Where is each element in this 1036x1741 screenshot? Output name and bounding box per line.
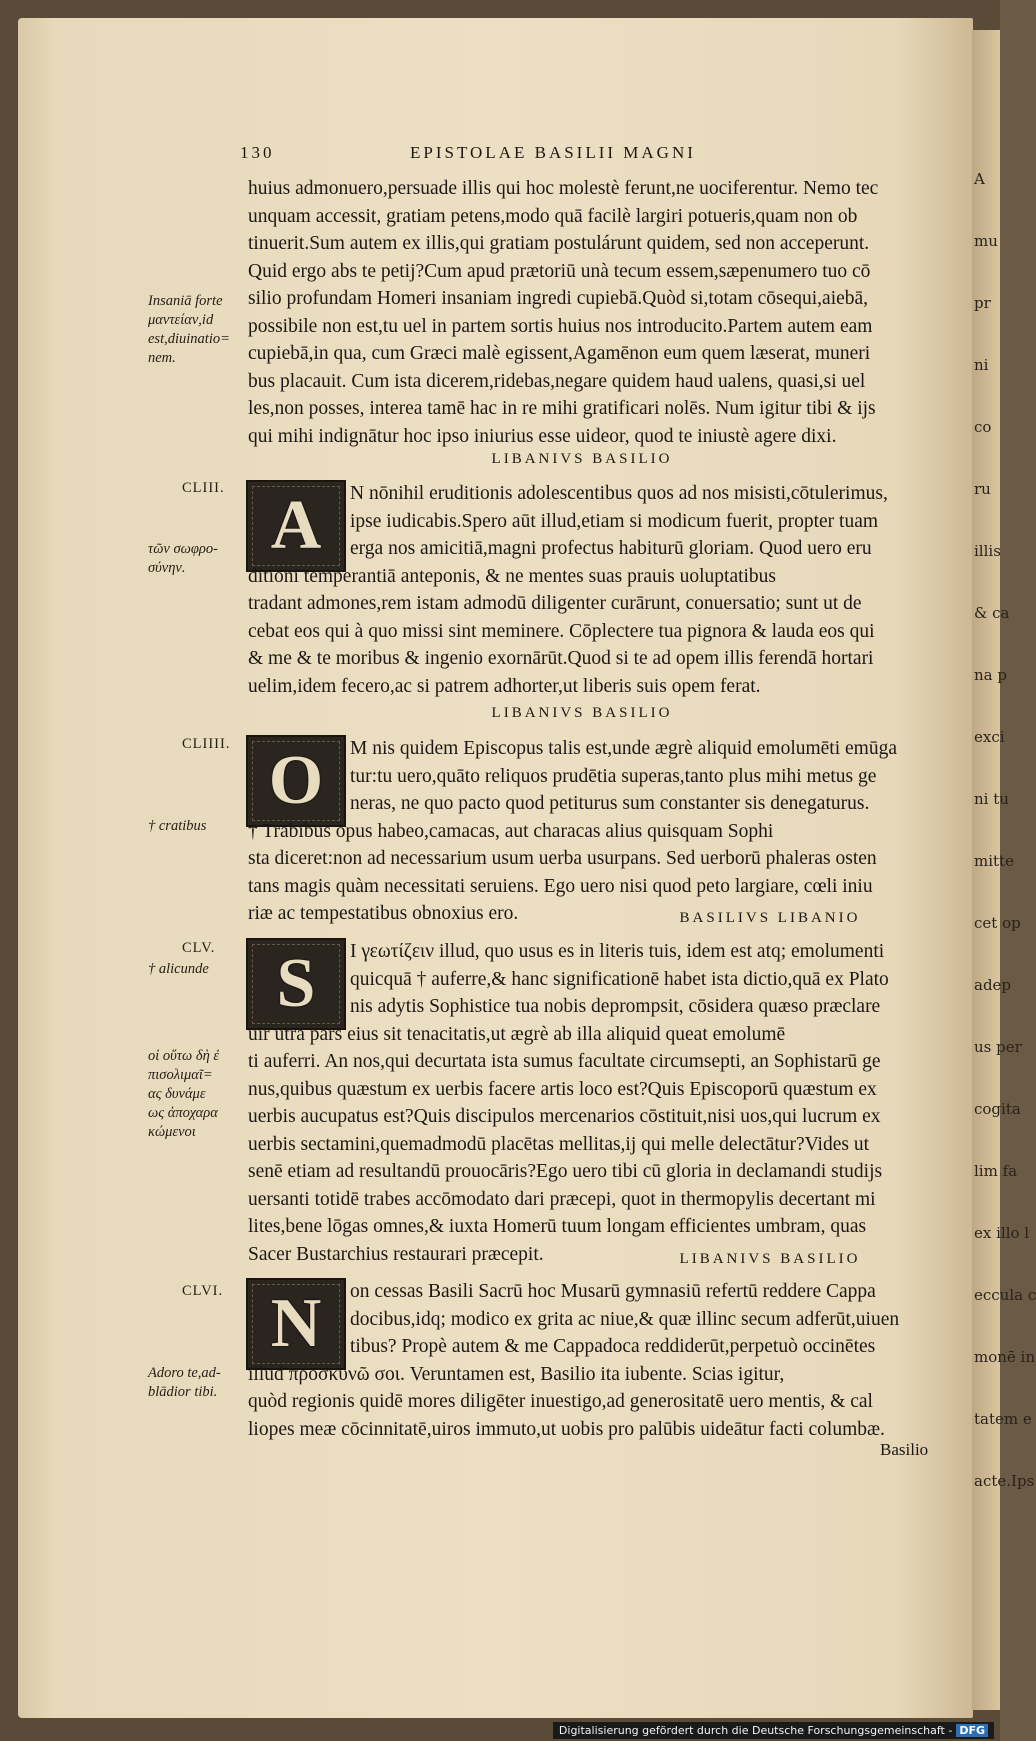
- adjacent-page-fragment: eccula c: [974, 1286, 1036, 1304]
- adjacent-page-edge: [972, 30, 1036, 1710]
- text-line: neras, ne quo pacto quod petiturus sum constanter sis denegaturus.: [350, 793, 870, 814]
- text-line: bus placauit. Cum ista dicerem,ridebas,negare quidem haud ualens, quasi,si uel: [248, 370, 866, 392]
- marginal-note-line: nem.: [148, 350, 176, 366]
- letter-body: [248, 480, 916, 700]
- marginal-note-line: ως ἀποχαρα: [148, 1105, 218, 1121]
- text-line: uelim,idem fecero,ac si patrem adhorter,ut liberis suis opem ferat.: [248, 675, 761, 697]
- adjacent-page-fragment: ex illo l: [974, 1224, 1030, 1242]
- running-title: EPISTOLAE BASILII MAGNI: [410, 143, 696, 162]
- text-line: Quid ergo abs te petij?Cum apud prætoriū unà tecum essem,sæpenumero tuo cō: [248, 260, 871, 282]
- running-header: [240, 143, 900, 167]
- decorated-initial: N: [246, 1278, 346, 1370]
- marginal-note-line: πισολιμαῖ=: [148, 1067, 213, 1083]
- letter-body: [248, 938, 916, 1268]
- text-line: tradant admones,rem istam admodū diligenter curārunt, conuersatio; sunt ut de: [248, 593, 862, 614]
- text-line: tur:tu uero,quāto reliquos prudētia superas,tanto plus mihi metus ge: [350, 765, 877, 787]
- marginal-note: [148, 1047, 219, 1142]
- marginal-note-line: ας δυνάμε: [148, 1086, 206, 1102]
- marginal-note: [148, 817, 206, 836]
- marginal-note-line: † alicunde: [148, 961, 209, 977]
- text-line: uir utra pars eius sit tenacitatis,ut ægrè ab illa aliquid queat emolumē: [248, 1023, 786, 1045]
- text-line: I γεωτίζειν illud, quo usus es in literis tuis, idem est atq; emolumenti: [350, 941, 885, 962]
- text-line: ditioni temperantiā anteponis, & ne mentes suas prauis uoluptatibus: [248, 565, 777, 587]
- dfg-logo: DFG: [956, 1724, 988, 1737]
- text-line: on cessas Basili Sacrū hoc Musarū gymnasiū refertū reddere Cappa: [350, 1281, 876, 1302]
- decorated-initial: A: [246, 480, 346, 572]
- marginal-note-line: † cratibus: [148, 818, 207, 834]
- text-line: tinuerit.Sum autem ex illis,qui gratiam postulárunt quidem, sed non acceperunt.: [248, 233, 870, 254]
- letter-heading: LIBANIVS BASILIO: [679, 1251, 861, 1267]
- marginal-note-line: blādior tibi.: [148, 1384, 218, 1400]
- letter-body: [248, 1278, 916, 1443]
- catchword: Basilio: [880, 1440, 929, 1459]
- adjacent-page-fragment: monē in: [974, 1348, 1036, 1366]
- adjacent-page-fragment: cogita: [974, 1100, 1021, 1118]
- text-line: tans magis quàm necessitati seruiens. Ego uero nisi quod peto largiare, cœli iniu: [248, 875, 873, 897]
- text-line: senē etiam ad resultandū prouocāris?Ego uero tibi cū gloria in declamandi studijs: [248, 1161, 883, 1182]
- text-line: cebat eos qui à quo missi sint meminere. Cōplectere tua pignora & lauda eos qui: [248, 620, 875, 642]
- adjacent-page-fragment: ni tu: [974, 790, 1009, 808]
- letter-number: CLIIII.: [182, 736, 231, 752]
- text-line: uerbis aucupatus est?Quis discipulos mercenarios cōstituit,nisi uos,qui lucrum ex: [248, 1106, 881, 1127]
- text-line: docibus,idq; modico ex grita ac niue,& quæ illinc secum adferūt,uiuen: [350, 1308, 900, 1330]
- adjacent-page-fragment: pr: [974, 294, 991, 312]
- marginal-note-line: Adoro te,ad-: [148, 1365, 221, 1381]
- marginal-note: [148, 1364, 221, 1402]
- text-line: riæ ac tempestatibus obnoxius ero.: [248, 903, 519, 924]
- text-line: ipse iudicabis.Spero aūt illud,etiam si modicum fuerit, propter tuam: [350, 510, 879, 532]
- text-line: lites,bene lōgas omnes,& iuxta Homerū tuum longam efficientes umbram, quas: [248, 1216, 867, 1237]
- letter-number: CLV.: [182, 940, 216, 956]
- text-line: † Trabibus opus habeo,camacas, aut characas alius quisquam Sophi: [248, 820, 774, 842]
- adjacent-page-fragment: illis: [974, 542, 1001, 560]
- adjacent-page-fragment: co: [974, 418, 992, 436]
- text-line: les,non posses, interea tamē hac in re mihi gratificari nolēs. Num igitur tibi & ijs: [248, 398, 876, 419]
- adjacent-page-fragment: adep: [974, 976, 1012, 994]
- letter-number: CLVI.: [182, 1283, 224, 1299]
- marginal-note-line: οἱ οὕτω δὴ ἐ: [148, 1048, 220, 1064]
- adjacent-page-fragment: cet op: [974, 914, 1021, 932]
- text-line: nus,quibus quæstum ex uerbis facere artis loco est?Quis Episcoporū quæstum ex: [248, 1078, 877, 1100]
- text-line: quòd regionis quidē mores diligēter inuestigo,ad generositatē uero mentis, & cal: [248, 1391, 873, 1412]
- adjacent-page-fragment: lim fa: [974, 1162, 1018, 1180]
- letter-number: CLIII.: [182, 480, 225, 496]
- text-line: N nōnihil eruditionis adolescentibus quos ad nos misisti,cōtulerimus,: [350, 483, 888, 504]
- adjacent-page-fragment: A: [974, 170, 985, 188]
- text-line: silio profundam Homeri insaniam ingredi cupiebā.Quòd si,totam cōsequi,aiebā,: [248, 288, 869, 309]
- text-line: M nis quidem Episcopus talis est,unde ægrè aliquid emolumēti emūga: [350, 738, 897, 759]
- decorated-initial: S: [246, 938, 346, 1030]
- text-line: quicquā † auferre,& hanc significationē habet ista dictio,quā ex Plato: [350, 968, 889, 990]
- text-line: illud προσκυνῶ σοι. Veruntamen est, Basilio ita iubente. Scias igitur,: [248, 1363, 785, 1385]
- text-line: huius admonuero,persuade illis qui hoc molestè ferunt,ne uociferentur. Nemo tec: [248, 178, 879, 199]
- text-block-intro: [248, 175, 916, 450]
- adjacent-page-fragment: ru: [974, 480, 991, 498]
- letter-body: [248, 735, 916, 928]
- marginal-note-line: σύνην.: [148, 560, 186, 576]
- adjacent-page-fragment: acte.Ips: [974, 1472, 1035, 1490]
- text-line: erga nos amicitiā,magni profectus habiturū gloriam. Quod uero eru: [350, 538, 872, 559]
- text-line: ti auferri. An nos,qui decurtata ista sumus facultate circumsepti, an Sophistarū ge: [248, 1051, 881, 1072]
- text-line: sta diceret:non ad necessarium usum uerba usurpans. Sed uerborū phaleras osten: [248, 848, 877, 869]
- page-number: 130: [240, 143, 275, 162]
- adjacent-page-fragment: exci: [974, 728, 1005, 746]
- marginal-note-line: τῶν σωφρο-: [148, 541, 218, 557]
- text-line: nis adytis Sophistice tua nobis deprompsit, cōsidera quæso præclare: [350, 996, 881, 1017]
- marginal-note: [148, 960, 209, 979]
- text-line: uersanti totidē trabes accōmodato dari præcepi, quot in thermopylis decertant mi: [248, 1188, 876, 1210]
- adjacent-page-fragment: mitte: [974, 852, 1014, 870]
- marginal-note-line: κώμενοι: [148, 1124, 196, 1140]
- letter-heading: LIBANIVS BASILIO: [491, 451, 673, 467]
- decorated-initial: O: [246, 735, 346, 827]
- text-line: & me & te moribus & ingenio exornārūt.Quod si te ad opem illis ferendā hortari: [248, 648, 874, 669]
- adjacent-page-fragment: ni: [974, 356, 989, 374]
- text-line: unquam accessit, gratiam petens,modo quā facilè largiri potueris,quam non ob: [248, 205, 858, 227]
- text-line: tibus? Propè autem & me Cappadoca reddiderūt,perpetuò occinētes: [350, 1336, 876, 1357]
- marginal-note-line: Insaniā forte: [148, 293, 223, 309]
- letter-heading: BASILIVS LIBANIO: [679, 910, 861, 926]
- marginal-note: [148, 292, 230, 368]
- letter-heading: LIBANIVS BASILIO: [491, 705, 673, 721]
- text-line: Sacer Bustarchius restaurari præcepit.: [248, 1243, 544, 1265]
- marginal-note-line: μαντείαν,id: [148, 312, 214, 328]
- text-line: liopes meæ cōcinnitatē,uiros immuto,ut uobis pro palūbis uideātur facti columbæ.: [248, 1418, 885, 1440]
- text-line: cupiebā,in qua, cum Græci malè egissent,Agamēnon eum quem læserat, muneri: [248, 343, 871, 364]
- adjacent-page-fragment: tatem e: [974, 1410, 1032, 1428]
- adjacent-page-fragment: us per: [974, 1038, 1022, 1056]
- marginal-note: [148, 540, 218, 578]
- adjacent-page-fragment: na p: [974, 666, 1007, 684]
- text-line: qui mihi indignātur hoc ipso iniurius esse uideor, quod te iniustè agere dixi.: [248, 425, 837, 447]
- text-line: uerbis sectamini,quemadmodū placētas mellitas,ij qui melle delectātur?Vides ut: [248, 1133, 870, 1155]
- adjacent-page-fragment: mu: [974, 232, 998, 250]
- adjacent-page-fragment: & ca: [974, 604, 1010, 622]
- text-line: possibile non est,tu uel in partem sortis huius nos introducito.Partem autem eam: [248, 315, 873, 337]
- marginal-note-line: est,diuinatio=: [148, 331, 230, 347]
- digitization-credit: Digitalisierung gefördert durch die Deutsche Forschungsgemeinschaft - DFG: [553, 1722, 994, 1739]
